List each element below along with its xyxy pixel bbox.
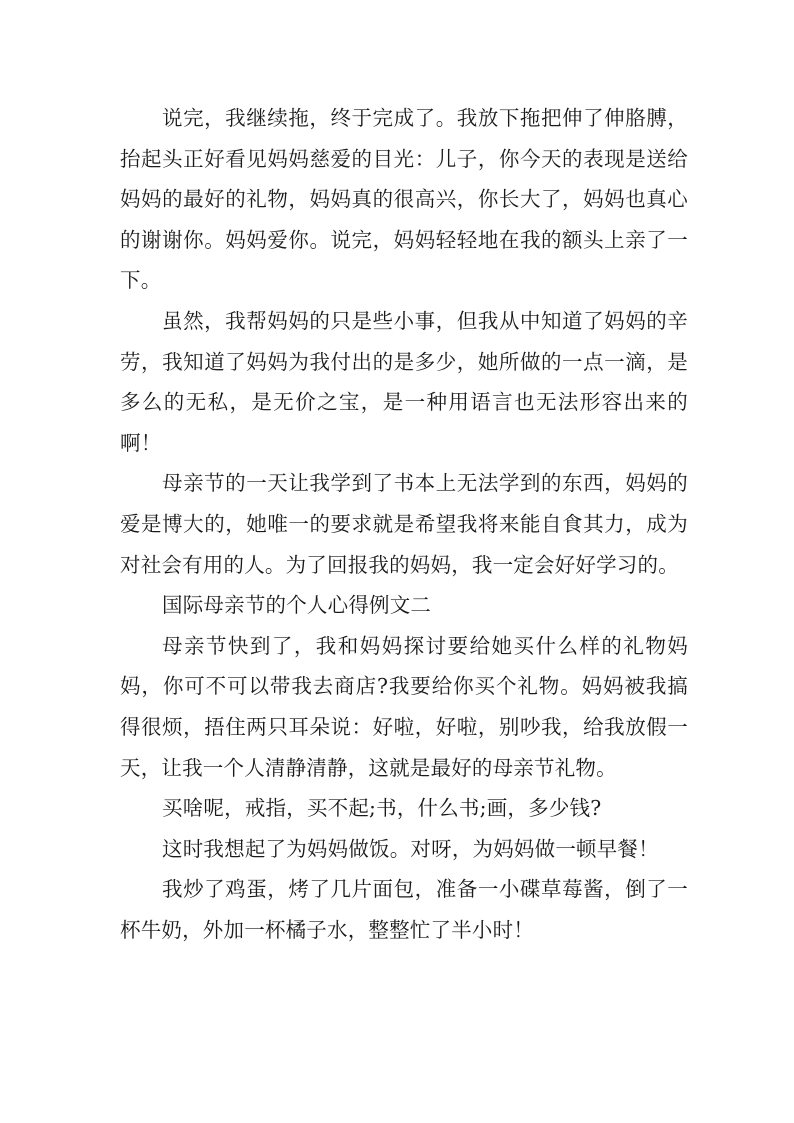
paragraph-5: 买啥呢，戒指，买不起;书，什么书;画，多少钱?: [162, 796, 602, 821]
section-heading: 国际母亲节的个人心得例文二: [162, 593, 432, 618]
paragraph-4: 母亲节快到了，我和妈妈探讨要给她买什么样的礼物妈妈，你可不可以带我去商店?我要给你买个礼物。妈妈被我搞得很烦，捂住两只耳朵说：好啦，好啦，别吵我，给我放假一天，让我一个人清静清静，这就是最好的母亲节礼物。: [120, 633, 688, 780]
paragraph-7: 我炒了鸡蛋，烤了几片面包，准备一小碟草莓酱，倒了一杯牛奶，外加一杯橘子水，整整忙了半小时！: [120, 877, 688, 942]
paragraph-1: 说完，我继续拖，终于完成了。我放下拖把伸了伸胳膊，抬起头正好看见妈妈慈爱的目光：儿子，你今天的表现是送给妈妈的最好的礼物，妈妈真的很高兴，你长大了，妈妈也真心的谢谢你。妈妈爱你。说完，妈妈轻轻地在我的额头上亲了一下。: [120, 106, 688, 293]
paragraph-2: 虽然，我帮妈妈的只是些小事，但我从中知道了妈妈的辛劳，我知道了妈妈为我付出的是多少，她所做的一点一滴，是多么的无私，是无价之宝，是一种用语言也无法形容出来的啊！: [120, 308, 688, 455]
paragraph-6: 这时我想起了为妈妈做饭。对呀，为妈妈做一顿早餐！: [162, 836, 659, 861]
document-body: [120, 98, 688, 950]
paragraph-3: 母亲节的一天让我学到了书本上无法学到的东西，妈妈的爱是博大的，她唯一的要求就是希望我将来能自食其力，成为对社会有用的人。为了回报我的妈妈，我一定会好好学习的。: [120, 471, 688, 577]
